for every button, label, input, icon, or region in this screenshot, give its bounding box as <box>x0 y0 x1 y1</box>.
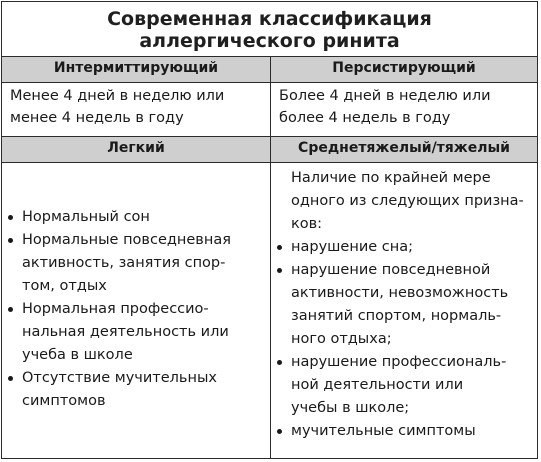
severe-criteria <box>270 161 537 458</box>
bullet-icon <box>277 268 282 273</box>
duration-persistent-line: Более 4 дней в неделю или <box>279 88 491 104</box>
severity-header-row <box>2 136 537 163</box>
list-item-line: нарушение профессиональ- <box>291 354 507 370</box>
bullet-icon <box>8 238 13 243</box>
header-moderate-severe: Среднетяжелый/тяжелый <box>270 137 537 162</box>
bullet-icon <box>8 307 13 312</box>
list-item-line: том, отдых <box>22 278 107 294</box>
list-item-line: Отсутствие мучительных <box>22 370 217 386</box>
list-item <box>2 298 270 367</box>
list-item-line: учеба в школе <box>22 347 133 363</box>
severe-intro <box>271 167 537 236</box>
header-mild: Легкий <box>107 140 165 156</box>
list-item-line: мучительные симптомы <box>291 423 476 439</box>
severe-list <box>271 236 537 443</box>
list-item-line: активность, занятия спор- <box>22 255 226 271</box>
severe-intro-line: ков: <box>291 216 323 232</box>
list-item-line: ной деятельности или <box>291 377 464 393</box>
list-item-line: Нормальная профессио- <box>22 301 209 317</box>
table-title <box>2 2 537 56</box>
duration-persistent-line: более 4 недель в году <box>279 110 451 126</box>
duration-persistent <box>270 81 537 138</box>
list-item <box>271 420 537 443</box>
header-intermittent: Интермиттирующий <box>53 60 219 76</box>
list-item-line: учебы в школе; <box>291 400 410 416</box>
bullet-icon <box>277 360 282 365</box>
list-item-line: нальная деятельность или <box>22 324 229 340</box>
list-item <box>271 259 537 351</box>
duration-intermittent <box>2 81 270 138</box>
list-item-line: занятий спортом, нормаль- <box>291 308 502 324</box>
duration-intermittent-line: Менее 4 дней в неделю или <box>10 88 225 104</box>
bullet-icon <box>277 245 282 250</box>
list-item-line: ного отдыха; <box>291 331 392 347</box>
severe-intro-line: Наличие по крайней мере <box>291 170 491 186</box>
list-item-line: Нормальные повседневная <box>22 232 231 248</box>
list-item <box>2 206 270 229</box>
header-persistent: Персистирующий <box>270 57 537 82</box>
title-line-2: аллергического ринита <box>139 30 400 52</box>
mild-list <box>2 206 270 413</box>
bullet-icon <box>8 215 13 220</box>
list-item-line: Нормальный сон <box>22 209 150 225</box>
severe-intro-line: одного из следующих призна- <box>291 193 524 209</box>
list-item <box>271 236 537 259</box>
bullet-icon <box>8 376 13 381</box>
severity-row <box>2 161 537 458</box>
classification-table <box>1 1 538 459</box>
list-item-line: активности, невозможность <box>291 285 509 301</box>
duration-row <box>2 81 537 138</box>
list-item-line: симптомов <box>22 393 106 409</box>
list-item-line: нарушение повседневной <box>291 262 491 278</box>
duration-intermittent-line: менее 4 недель в году <box>10 110 184 126</box>
list-item <box>2 367 270 413</box>
bullet-icon <box>277 429 282 434</box>
list-item <box>271 351 537 420</box>
type-header-row <box>2 56 537 83</box>
title-line-1: Современная классификация <box>107 8 432 30</box>
list-item-line: нарушение сна; <box>291 239 413 255</box>
mild-criteria <box>2 161 270 458</box>
list-item <box>2 229 270 298</box>
